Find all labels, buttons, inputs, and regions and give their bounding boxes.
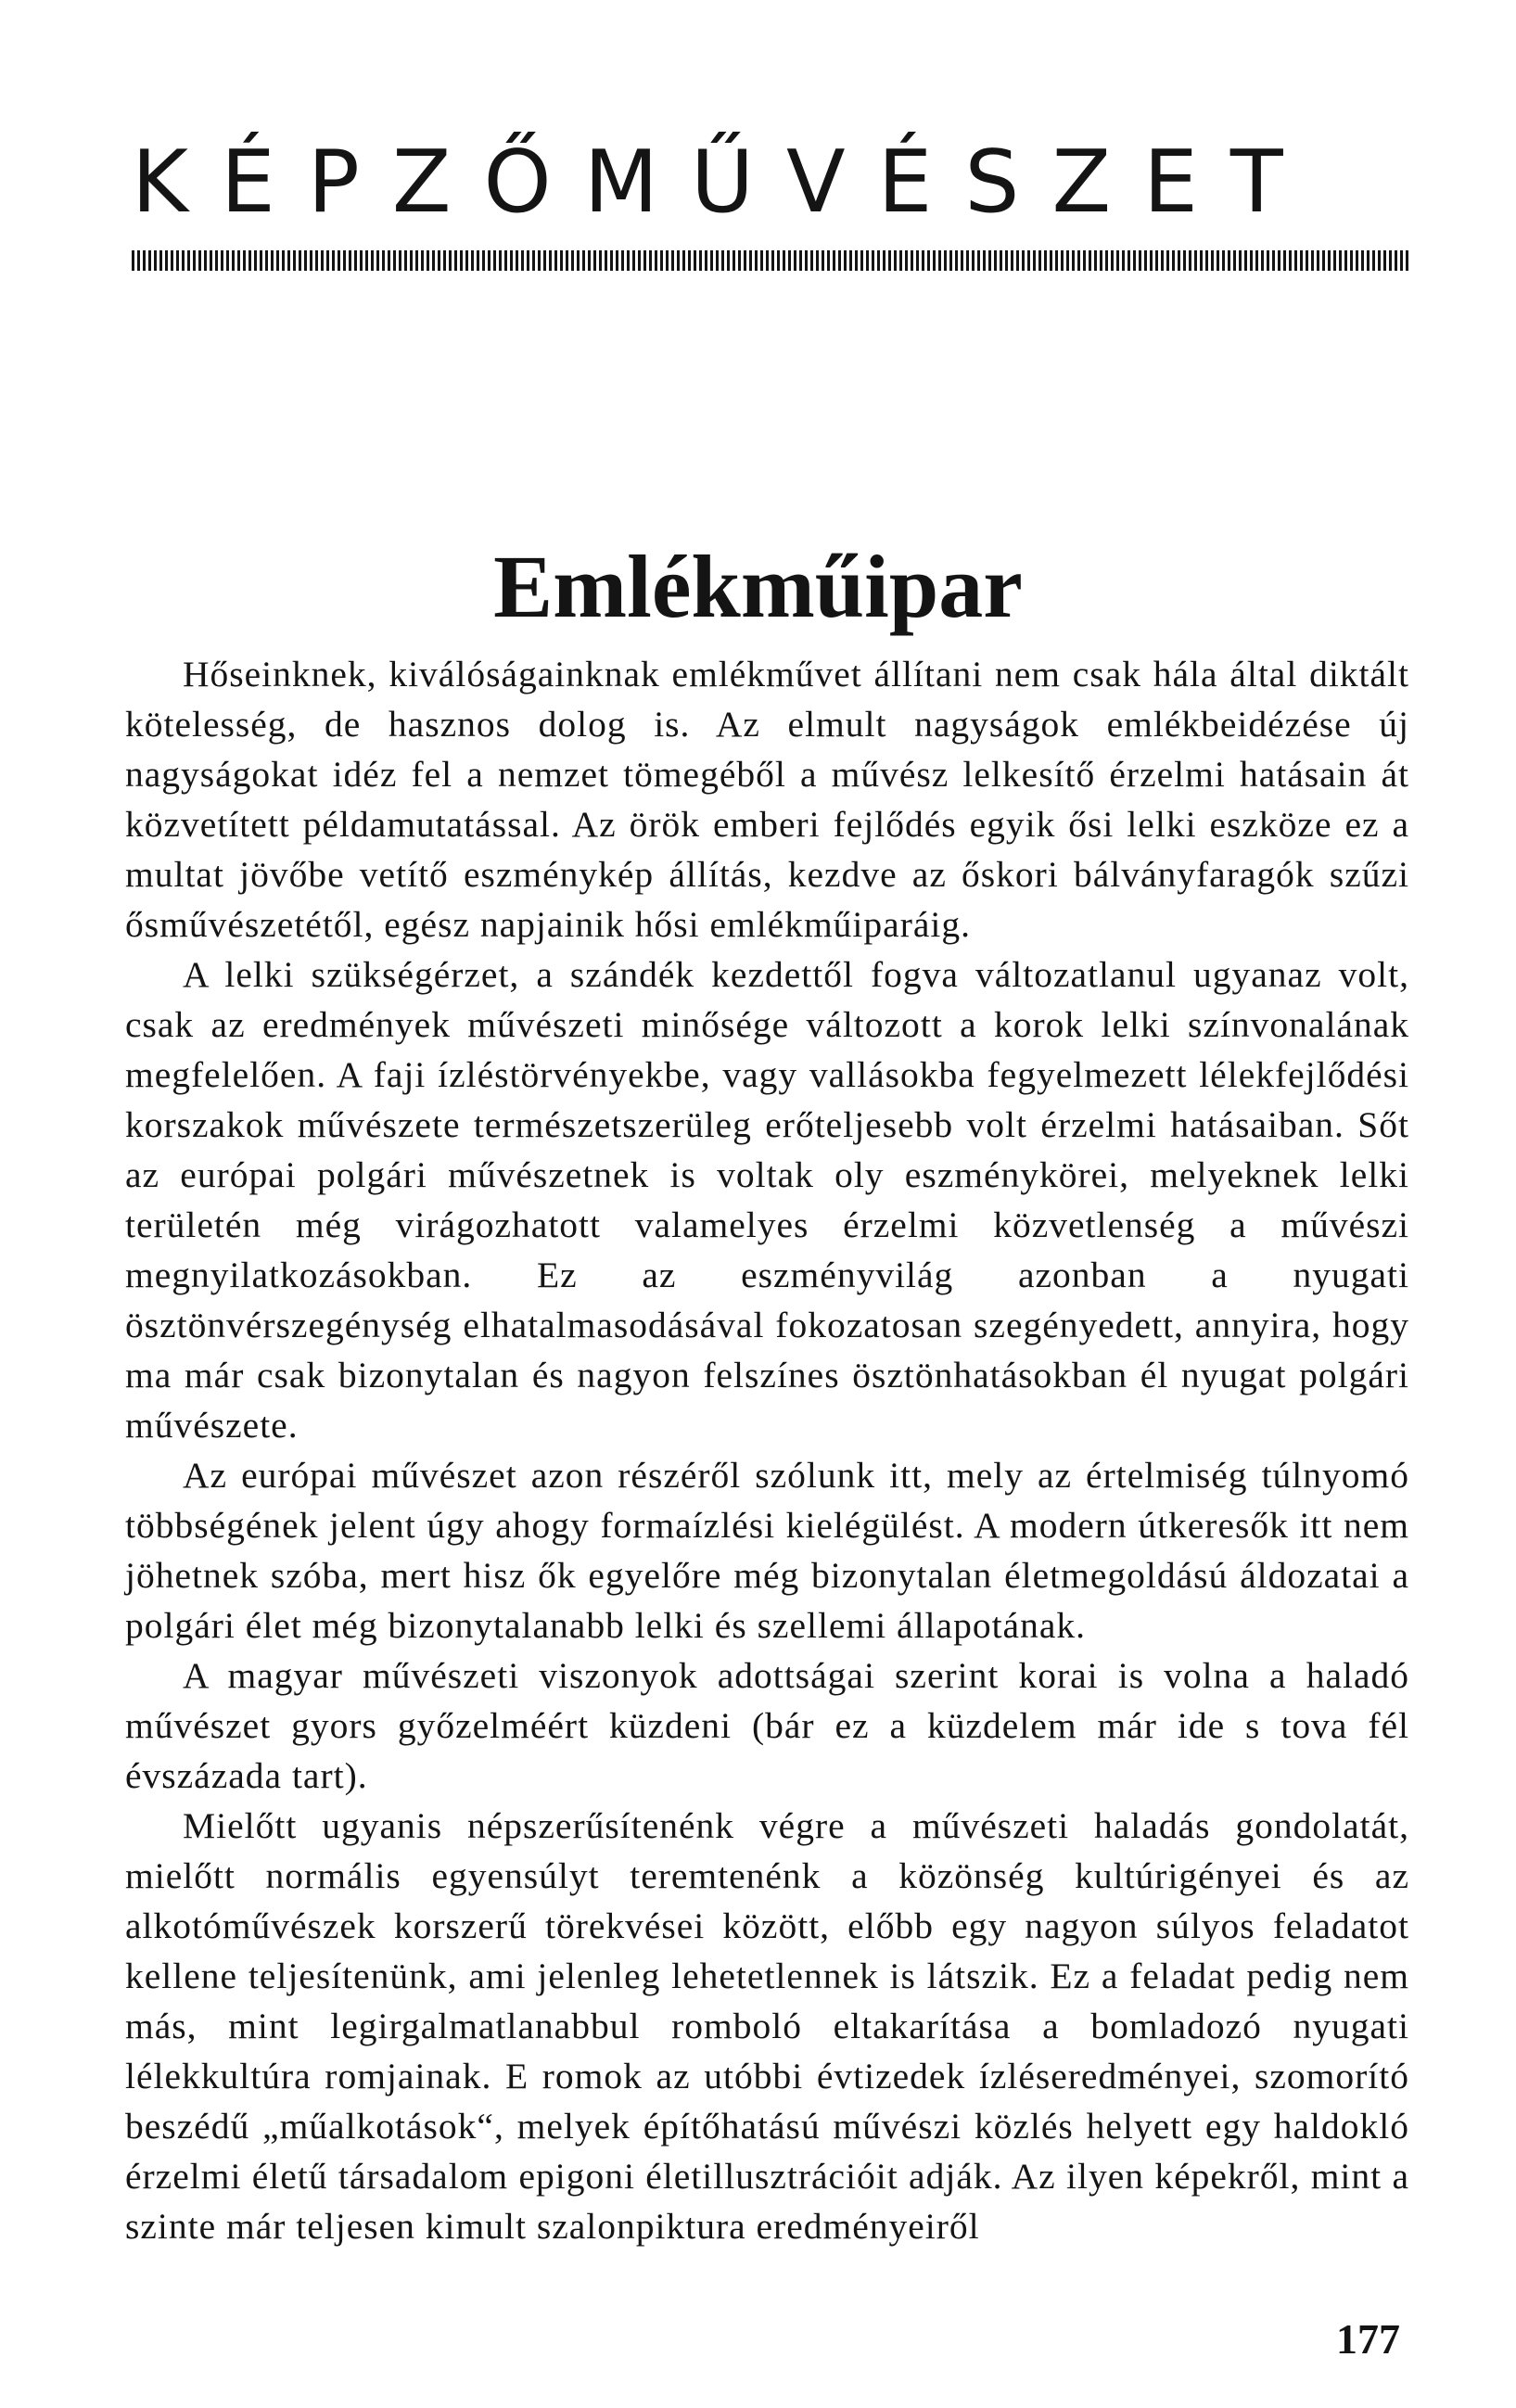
- article-body: [125, 649, 1409, 2251]
- section-header-title: KÉPZŐMŰVÉSZET: [132, 132, 1316, 232]
- paragraph: Hőseinknek, kiválóságainknak emlékművet állítani nem csak hála által diktált kötelesség, de hasznos dolog is. Az elmult nagyságok emlékbeidézése új nagyságokat idéz fel a nemzet tömegéből a művész lelkesítő érzelmi hatásain át közvetített példamutatással. Az örök emberi fejlődés egyik ősi lelki eszköze ez a multat jövőbe vetítő eszménykép állítás, kezdve az őskori bálványfaragók szűzi ősművészetétől, egész napjainik hősi emlékműiparáig.: [125, 654, 1409, 945]
- paragraph: Mielőtt ugyanis népszerűsítenénk végre a művészeti haladás gondolatát, mielőtt normális egyensúlyt teremtenénk a közönség kultúrigényei és az alkotóművészek korszerű törekvései között, előbb egy nagyon súlyos feladatot kellene teljesítenünk, ami jelenleg lehetetlennek is látszik. Ez a feladat pedig nem más, mint legirgalmatlanabbul romboló eltakarítása a bomladozó nyugati lélekkultúra romjainak. E romok az utóbbi évtizedek ízléseredményei, szomorító beszédű „műalkotások“, melyek építőhatású művészi közlés helyett egy haldokló érzelmi életű társadalom epigoni életillusztrációit adják. Az ilyen képekről, mint a szinte már teljesen kimult szalonpiktura eredményeiről: [125, 1805, 1409, 2247]
- article-title: Emlékműipar: [493, 537, 1023, 636]
- paragraph: Az európai művészet azon részéről szólunk itt, mely az értelmiség túlnyomó többségének jelent úgy ahogy formaízlési kielégülést. A modern útkeresők itt nem jöhetnek szóba, mert hisz ők egyelőre még bizonytalan életmegoldású áldozatai a polgári élet még bizonytalanabb lelki és szellemi állapotának.: [125, 1455, 1409, 1646]
- header-decorative-rule: [132, 250, 1411, 271]
- paragraph: A lelki szükségérzet, a szándék kezdettől fogva változatlanul ugyanaz volt, csak az eredmények művészeti minősége változott a korok lelki színvonalának megfelelően. A faji ízléstörvényekbe, vagy vallásokba fegyelmezett lélekfejlődési korszakok művészete természetszerüleg erőteljesebb volt érzelmi hatásaiban. Sőt az európai polgári művészetnek is voltak oly eszménykörei, melyeknek lelki területén még virágozhatott valamelyes érzelmi közvetlenség a művészi megnyilatkozásokban. Ez az eszményvilág azonban a nyugati ösztönvérszegénység elhatalmasodásával fokozatosan szegényedett, annyira, hogy ma már csak bizonytalan és nagyon felszínes ösztönhatásokban él nyugat polgári művészete.: [125, 954, 1409, 1446]
- paragraph: A magyar művészeti viszonyok adottságai szerint korai is volna a haladó művészet gyors győzelméért küzdeni (bár ez a küzdelem már ide s tova fél évszázada tart).: [125, 1655, 1409, 1796]
- page-number: 177: [1336, 2315, 1400, 2363]
